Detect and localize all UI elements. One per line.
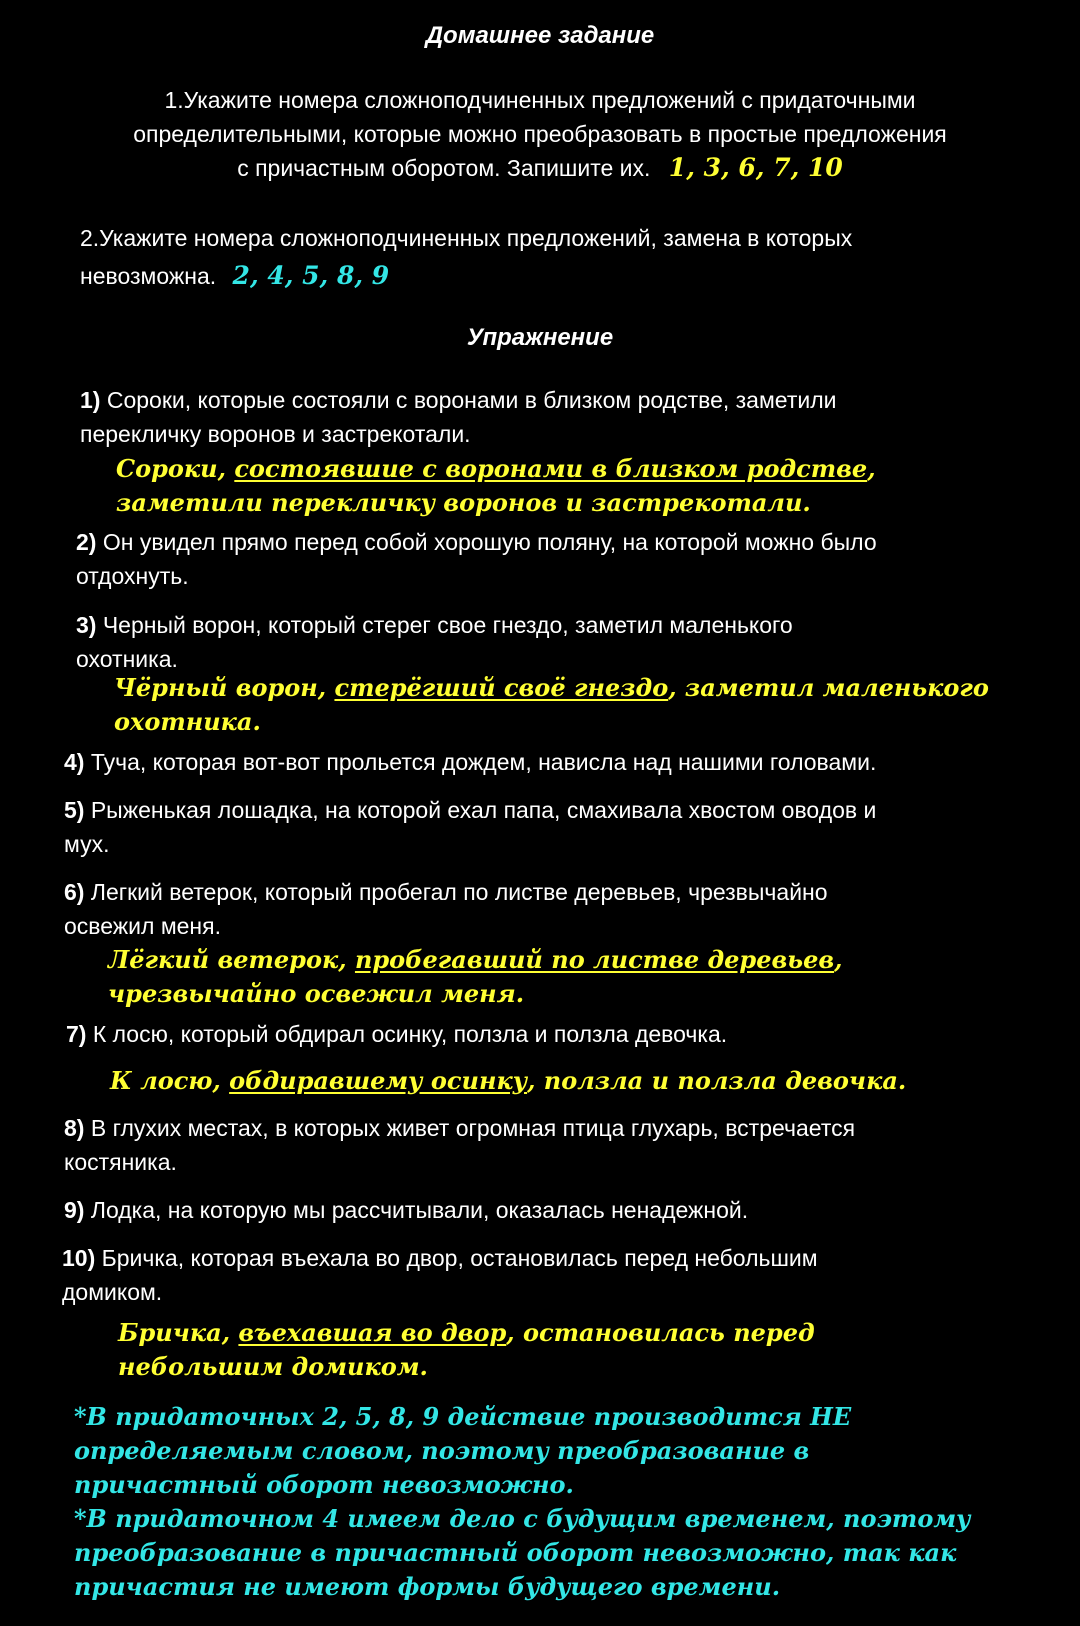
task2 <box>80 221 1040 293</box>
participle-phrase: стерёгший своё гнездо <box>334 673 669 702</box>
exercise-item-7 <box>66 1017 1066 1051</box>
note-1 <box>74 1400 1064 1502</box>
answer-10 <box>118 1316 1068 1384</box>
homework-title: Домашнее задание <box>425 22 655 49</box>
item-text: Рыженькая лошадка, на которой ехал папа, смахивала хвостом оводов и <box>90 797 877 823</box>
item-text-cont: мух. <box>64 831 110 857</box>
participle-phrase: въехавшая во двор <box>238 1318 507 1347</box>
item-number: 10) <box>62 1245 96 1271</box>
answer-text: Бричка, <box>118 1318 239 1347</box>
answer-text: , ползла и ползла девочка. <box>527 1066 907 1095</box>
task1-line3-wrap <box>60 151 1020 185</box>
exercise-item-2 <box>76 525 1066 593</box>
item-text: Он увидел прямо перед собой хорошую поляну, на которой можно было <box>102 529 877 555</box>
note-line: *В придаточных 2, 5, 8, 9 действие производится НЕ <box>74 1402 852 1431</box>
answer-3 <box>114 671 1064 739</box>
item-text: Черный ворон, который стерег свое гнездо, заметил маленького <box>102 612 793 638</box>
item-text: Легкий ветерок, который пробегал по листве деревьев, чрезвычайно <box>90 879 828 905</box>
item-text-cont: костяника. <box>64 1149 177 1175</box>
item-number: 5) <box>64 797 85 823</box>
task1-answer: 1, 3, 6, 7, 10 <box>668 153 843 182</box>
item-text-cont: освежил меня. <box>64 913 221 939</box>
answer-1 <box>116 452 1066 520</box>
note-line: определяемым словом, поэтому преобразование в <box>74 1436 810 1465</box>
note-line: преобразование в причастный оборот невозможно, так как <box>74 1538 957 1567</box>
participle-phrase: пробегавший по листве деревьев <box>354 945 835 974</box>
task1 <box>60 83 1020 185</box>
item-text: Бричка, которая въехала во двор, остановилась перед небольшим <box>101 1245 818 1271</box>
answer-6 <box>108 943 1058 1011</box>
answer-text: , заметил маленького <box>668 673 989 702</box>
exercise-item-6 <box>64 875 1064 943</box>
answer-text: Чёрный ворон, <box>114 673 335 702</box>
answer-text-cont: чрезвычайно освежил меня. <box>108 979 525 1008</box>
answer-text: К лосю, <box>110 1066 230 1095</box>
item-number: 4) <box>64 749 85 775</box>
task2-line1: 2.Укажите номера сложноподчиненных предложений, замена в которых <box>80 225 853 251</box>
item-text: К лосю, который обдирал осинку, ползла и ползла девочка. <box>92 1021 728 1047</box>
task2-line2-wrap <box>80 259 1040 293</box>
item-text-cont: домиком. <box>62 1279 163 1305</box>
exercise-item-10 <box>62 1241 1062 1309</box>
exercise-title: Упражнение <box>466 324 614 351</box>
task1-line1: 1.Укажите номера сложноподчиненных предложений с придаточными <box>164 87 916 113</box>
participle-phrase: состоявшие с воронами в близком родстве <box>234 454 868 483</box>
exercise-item-4 <box>64 745 1064 779</box>
exercise-item-8 <box>64 1111 1064 1179</box>
answer-text-cont: заметили перекличку воронов и застрекотали. <box>116 488 811 517</box>
item-number: 2) <box>76 529 97 555</box>
answer-text-cont: небольшим домиком. <box>118 1352 428 1381</box>
task2-answer: 2, 4, 5, 8, 9 <box>232 261 390 290</box>
exercise-item-9 <box>64 1193 1064 1227</box>
note-line: причастный оборот невозможно. <box>74 1470 574 1499</box>
exercise-item-5 <box>64 793 1064 861</box>
answer-text: Сороки, <box>116 454 235 483</box>
task2-line2: невозможна. <box>80 263 217 289</box>
answer-text: Лёгкий ветерок, <box>108 945 355 974</box>
exercise-item-3 <box>76 608 1066 676</box>
item-text-cont: охотника. <box>76 646 178 672</box>
item-text: Туча, которая вот-вот прольется дождем, нависла над нашими головами. <box>90 749 877 775</box>
participle-phrase: обдиравшему осинку <box>229 1066 528 1095</box>
answer-text: , <box>834 945 843 974</box>
item-text-cont: отдохнуть. <box>76 563 189 589</box>
item-number: 3) <box>76 612 97 638</box>
answer-7 <box>110 1064 1060 1098</box>
item-text-cont: перекличку воронов и застрекотали. <box>80 421 471 447</box>
answer-text-cont: охотника. <box>114 707 261 736</box>
answer-text: , <box>867 454 876 483</box>
item-number: 1) <box>80 387 101 413</box>
item-number: 7) <box>66 1021 87 1047</box>
note-line: *В придаточном 4 имеем дело с будущим временем, поэтому <box>74 1504 971 1533</box>
item-text: В глухих местах, в которых живет огромная птица глухарь, встречается <box>90 1115 856 1141</box>
item-number: 6) <box>64 879 85 905</box>
task1-line2: определительными, которые можно преобразовать в простые предложения <box>133 121 947 147</box>
item-number: 9) <box>64 1197 85 1223</box>
item-number: 8) <box>64 1115 85 1141</box>
note-line: причастия не имеют формы будущего времени. <box>74 1572 781 1601</box>
note-2 <box>74 1502 1064 1604</box>
item-text: Сороки, которые состояли с воронами в близком родстве, заметили <box>106 387 837 413</box>
item-text: Лодка, на которую мы рассчитывали, оказалась ненадежной. <box>90 1197 749 1223</box>
exercise-item-1 <box>80 383 1060 451</box>
answer-text: , остановилась перед <box>506 1318 815 1347</box>
task1-line3: с причастным оборотом. Запишите их. <box>237 155 651 181</box>
